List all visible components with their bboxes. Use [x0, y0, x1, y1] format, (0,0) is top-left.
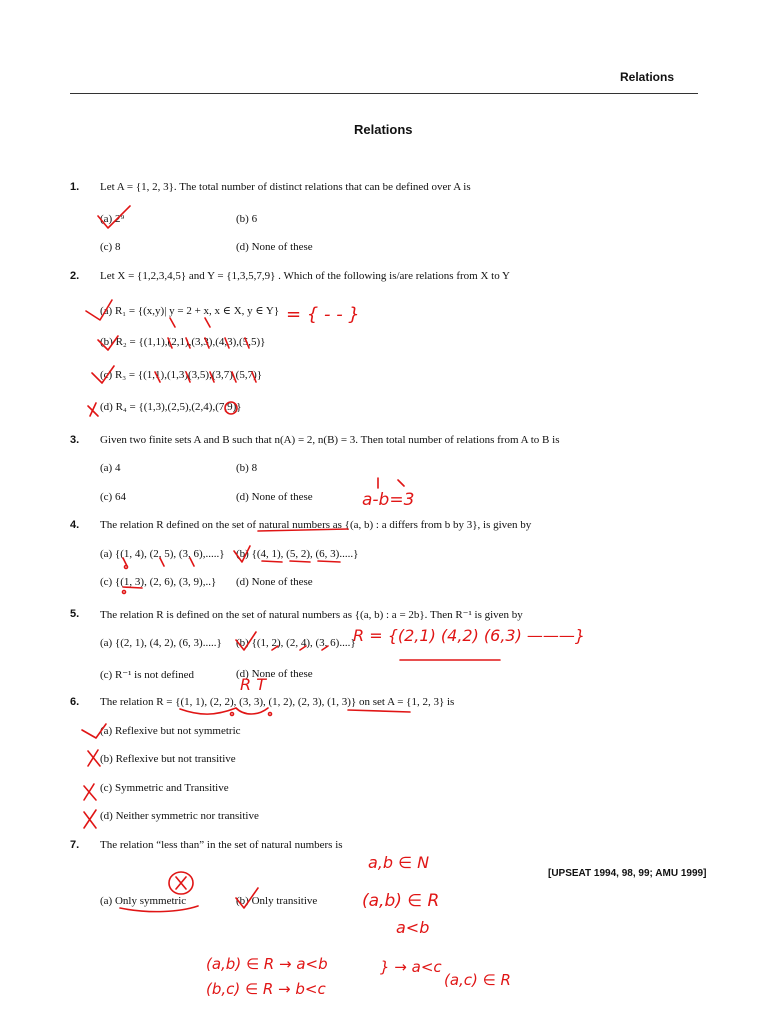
question-text: Let X = {1,2,3,4,5} and Y = {1,3,5,7,9} . Which of the following is/are relations from X to Y: [100, 270, 511, 282]
option-b: (b) Reflexive but not transitive: [100, 753, 236, 765]
page-title: Relations: [354, 122, 413, 137]
source-citation: [UPSEAT 1994, 98, 99; AMU 1999]: [548, 868, 707, 879]
option-b: (b) {(4, 1), (5, 2), (6, 3).....}: [236, 548, 359, 560]
option-b: (b) 6: [236, 213, 258, 225]
option-b: (b) 8: [236, 462, 258, 474]
option-c: (c) 64: [100, 491, 126, 503]
q5-note: R = {(2,1) (4,2) (6,3) ———}: [353, 626, 586, 645]
option-a: (a) R₁ = {(x,y)| y = 2 + x, x ∈ X, y ∈ Y}: [100, 305, 280, 317]
option-d: (d) None of these: [236, 576, 313, 588]
question-number: 7.: [70, 839, 80, 851]
question-text: The relation R = {(1, 1), (2, 2), (3, 3), (1, 2), (2, 3), (1, 3)} on set A = {1, 2, 3} is: [100, 696, 455, 708]
option-d: (d) Neither symmetric nor transitive: [100, 810, 259, 822]
option-a: (a) Only symmetric: [100, 895, 187, 907]
option-a: (a) 2⁹: [100, 213, 125, 225]
option-b: (b) R₂ = {(1,1),(2,1),(3,3),(4,3),(5,5)}: [100, 336, 266, 348]
question-number: 4.: [70, 519, 80, 531]
option-c: (c) R⁻¹ is not defined: [100, 669, 195, 681]
q7-note-5: (b,c) ∈ R → b<c: [206, 980, 326, 998]
question-number: 2.: [70, 270, 80, 282]
option-c: (c) 8: [100, 241, 121, 253]
question-text: Let A = {1, 2, 3}. The total number of distinct relations that can be defined over A is: [100, 181, 471, 193]
q7-note-7: (a,c) ∈ R: [444, 971, 511, 989]
option-d: (d) R₄ = {(1,3),(2,5),(2,4),(7,9)}: [100, 401, 242, 413]
running-header: Relations: [620, 70, 675, 84]
q2-note: = { - - }: [286, 304, 360, 325]
option-c: (c) {(1, 3), (2, 6), (3, 9),..}: [100, 576, 217, 588]
question-text: Given two finite sets A and B such that n(A) = 2, n(B) = 3. Then total number of relations from A to B is: [100, 434, 560, 446]
question-number: 3.: [70, 434, 80, 446]
q7-note-2: (a,b) ∈ R: [362, 891, 440, 911]
q7-note-4: (a,b) ∈ R → a<b: [206, 955, 328, 973]
question-text: The relation “less than” in the set of natural numbers is: [100, 839, 343, 851]
q7-note-6: } → a<c: [380, 958, 442, 976]
q7-note-3: a<b: [396, 918, 430, 937]
q7-note-1: a,b ∈ N: [368, 853, 430, 872]
question-text: The relation R is defined on the set of natural numbers as {(a, b) : a = 2b}. Then R⁻¹ is given by: [100, 609, 523, 621]
option-a: (a) {(1, 4), (2, 5), (3, 6),.....}: [100, 548, 225, 560]
question-number: 1.: [70, 181, 80, 193]
option-d: (d) None of these: [236, 668, 313, 680]
option-a: (a) {(2, 1), (4, 2), (6, 3).....}: [100, 637, 222, 649]
header-rule: [70, 93, 698, 94]
option-a: (a) 4: [100, 462, 121, 474]
q3-note: a-b=3: [362, 490, 415, 510]
question-number: 6.: [70, 696, 80, 708]
option-d: (d) None of these: [236, 491, 313, 503]
option-c: (c) R₃ = {(1,1),(1,3)(3,5),(3,7),(5,7)}: [100, 369, 263, 381]
question-text: The relation R defined on the set of natural numbers as {(a, b) : a differs from b by 3}, is given by: [100, 519, 532, 531]
option-b: (b) Only transitive: [236, 895, 318, 907]
option-b: (b) {(1, 2), (2, 4), (3, 6)....}: [236, 637, 356, 649]
option-a: (a) Reflexive but not symmetric: [100, 725, 241, 737]
q6-note: R T: [240, 675, 266, 694]
question-number: 5.: [70, 608, 80, 620]
option-c: (c) Symmetric and Transitive: [100, 782, 229, 794]
option-d: (d) None of these: [236, 241, 313, 253]
